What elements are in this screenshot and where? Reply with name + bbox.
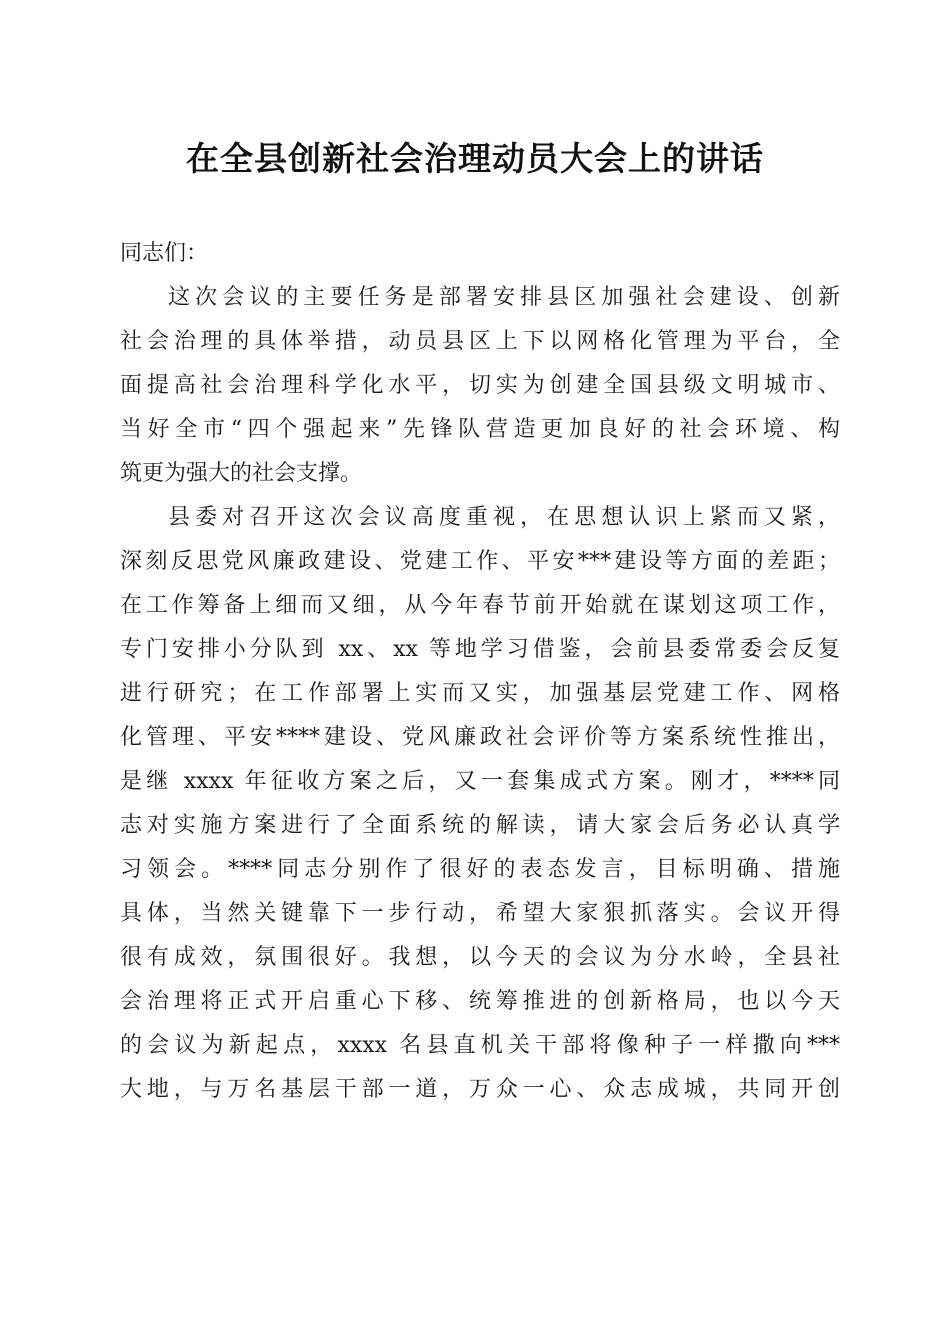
paragraph-line: 大地，与万名基层干部一道，万众一心、众志成城，共同开创 [120, 1077, 840, 1102]
paragraph-line: 专门安排小分队到 xx、xx 等地学习借鉴，会前县委常委会反复 [120, 637, 840, 662]
paragraph-line: 县委对召开这次会议高度重视，在思想认识上紧而又紧， [168, 505, 840, 530]
paragraph-line: 当好全市“四个强起来”先锋队营造更加良好的社会环境、构 [120, 417, 840, 442]
document-body [120, 232, 840, 1112]
paragraph-line: 具体，当然关键靠下一步行动，希望大家狠抓落实。会议开得 [120, 901, 840, 926]
paragraph-line: 进行研究；在工作部署上实而又实，加强基层党建工作、网格 [120, 681, 840, 706]
document-title: 在全县创新社会治理动员大会上的讲话 [186, 139, 764, 178]
paragraph-line: 这次会议的主要任务是部署安排县区加强社会建设、创新 [168, 285, 840, 310]
paragraph-line: 深刻反思党风廉政建设、党建工作、平安***建设等方面的差距； [120, 549, 840, 574]
paragraph-line: 是继 xxxx 年征收方案之后，又一套集成式方案。刚才，****同 [120, 769, 840, 794]
paragraph-line: 筑更为强大的社会支撑。 [120, 461, 363, 486]
paragraph-line: 志对实施方案进行了全面系统的解读，请大家会后务必认真学 [120, 813, 840, 838]
paragraph-1 [120, 276, 840, 496]
paragraph-line: 的会议为新起点，xxxx 名县直机关干部将像种子一样撒向*** [120, 1033, 840, 1058]
paragraph-line: 在工作筹备上细而又细，从今年春节前开始就在谋划这项工作， [120, 593, 840, 618]
salutation: 同志们： [120, 241, 209, 266]
paragraph-line: 社会治理的具体举措，动员县区上下以网格化管理为平台，全 [120, 329, 840, 354]
paragraph-line: 面提高社会治理科学化水平，切实为创建全国县级文明城市、 [120, 373, 840, 398]
paragraph-line: 化管理、平安****建设、党风廉政社会评价等方案系统性推出， [120, 725, 840, 750]
paragraph-line: 习领会。****同志分别作了很好的表态发言，目标明确、措施 [120, 857, 840, 882]
paragraph-2 [120, 496, 840, 1112]
paragraph-line: 很有成效，氛围很好。我想，以今天的会议为分水岭，全县社 [120, 945, 840, 970]
paragraph-line: 会治理将正式开启重心下移、统筹推进的创新格局，也以今天 [120, 989, 840, 1014]
